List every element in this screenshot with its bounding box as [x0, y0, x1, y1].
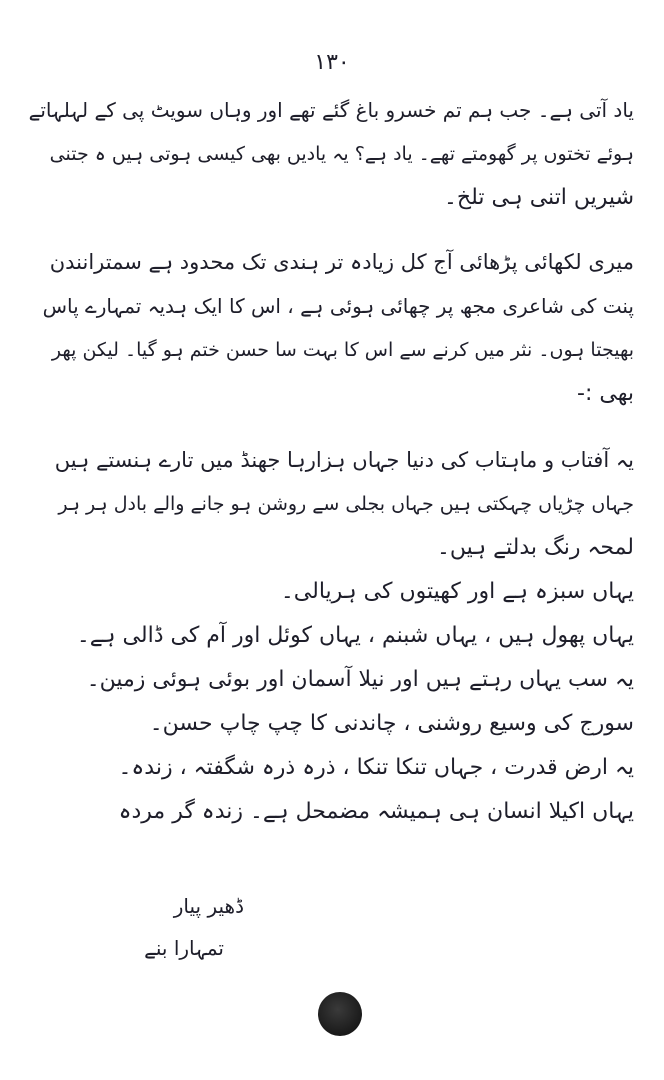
poem-line: یہاں سبزہ ہے اور کھیتوں کی ہریالی۔	[280, 579, 634, 604]
signoff-love: ڈھیر پیار	[173, 894, 244, 918]
paragraph-line: میری لکھائی پڑھائی آج کل زیادہ تر ہندی تک محدود ہے سمترانندن	[49, 250, 634, 274]
paragraph-reading	[28, 240, 634, 416]
translated-poem	[34, 438, 634, 834]
paragraph-line: ہوئے تختوں پر گھومتے تھے۔ یاد ہے؟ یہ یادیں بھی کیسی ہوتی ہیں ہ جتنی	[49, 143, 634, 165]
poem-line: جہاں چڑیاں چہکتی ہیں جہاں بجلی سے روشن ہو جانے والے بادل ہر ہر	[58, 493, 634, 515]
signoff-yours: تمہارا بنے	[144, 936, 224, 960]
poem-line: یہ آفتاب و ماہتاب کی دنیا جہاں ہزارہا جھنڈ میں تارے ہنستے ہیں	[54, 448, 634, 472]
ink-blot-icon	[318, 992, 362, 1036]
paragraph-line: بھیجتا ہوں۔ نثر میں کرنے سے اس کا بہت سا حسن ختم ہو گیا۔ لیکن پھر	[51, 339, 634, 361]
poem-line: یہ ارض قدرت ، جہاں تنکا تنکا ، ذرہ ذرہ شگفتہ ، زندہ۔	[118, 755, 634, 780]
paragraph-line: بھی :-	[577, 381, 634, 406]
poem-line: یہاں اکیلا انسان ہی ہمیشہ مضمحل ہے۔ زندہ گر مردہ	[118, 799, 634, 824]
poem-line: سورج کی وسیع روشنی ، چاندنی کا چپ چاپ حسن۔	[149, 711, 634, 736]
paragraph-line: شیریں اتنی ہی تلخ۔	[444, 185, 634, 210]
paragraph-line: پنت کی شاعری مجھ پر چھائی ہوئی ہے ، اس کا ایک ہدیہ تمہارے پاس	[42, 294, 634, 318]
page-number: ۱۳۰	[314, 50, 350, 75]
poem-line: لمحہ رنگ بدلتے ہیں۔	[436, 535, 634, 560]
paragraph-line: یاد آتی ہے۔ جب ہم تم خسرو باغ گئے تھے اور وہاں سویٹ پی کے لہلہاتے	[28, 98, 634, 122]
poem-line: یہاں پھول ہیں ، یہاں شبنم ، یہاں کوئل اور آم کی ڈالی ہے۔	[76, 623, 634, 648]
paragraph-memory	[28, 88, 634, 220]
poem-line: یہ سب یہاں رہتے ہیں اور نیلا آسمان اور بوئی ہوئی زمین۔	[86, 667, 634, 692]
